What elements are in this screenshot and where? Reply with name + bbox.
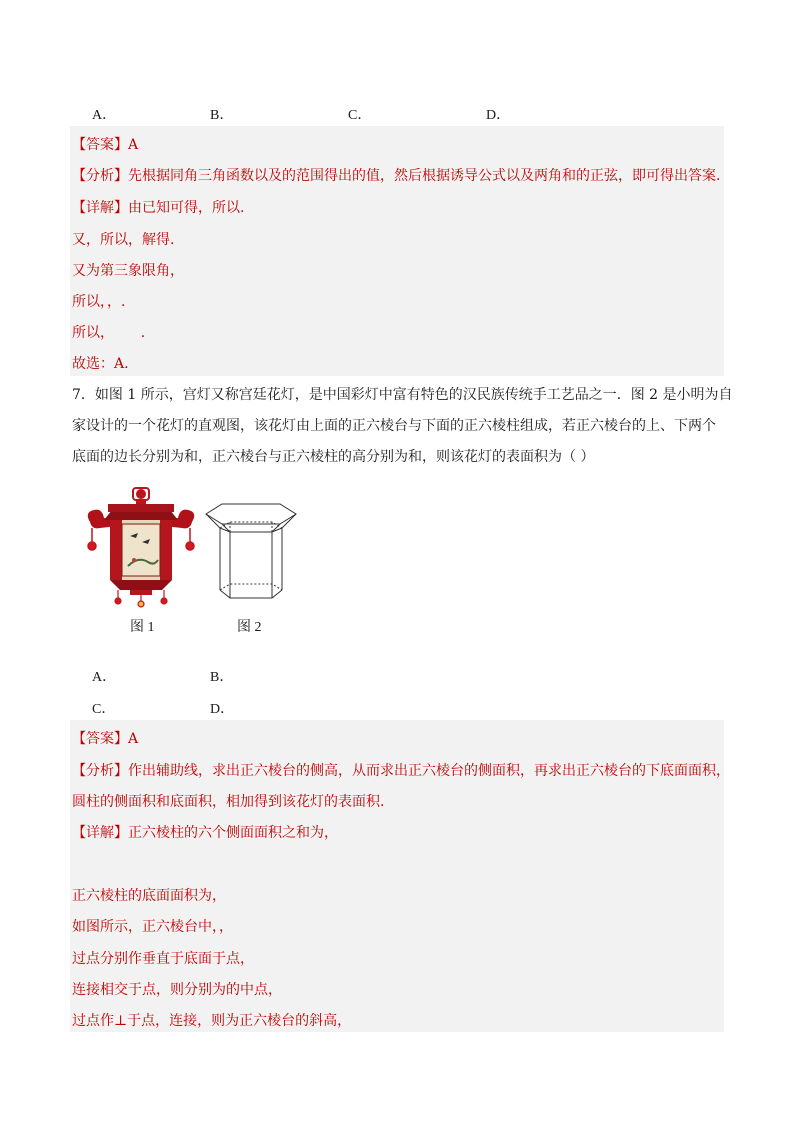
q7-detail-line-2: 正六棱柱的底面面积为， xyxy=(72,888,226,904)
figure-2-caption: 图 2 xyxy=(237,620,262,635)
palace-lantern-image xyxy=(78,484,204,608)
figure-1-caption: 图 1 xyxy=(130,620,155,635)
q7-option-a: A． xyxy=(92,670,117,685)
q6-detail-line-6: 故选：A. xyxy=(72,356,129,372)
analysis-tag: 【分析】 xyxy=(72,763,128,779)
q6-option-b: B． xyxy=(210,108,234,123)
detail-text: 由已知可得，所以. xyxy=(128,200,245,216)
q6-option-d: D． xyxy=(486,108,511,123)
q7-text-line-1: 7．如图 1 所示，宫灯又称宫廷花灯，是中国彩灯中富有特色的汉民族传统手工艺品之一．图 2 是小明为自 xyxy=(72,387,733,403)
q7-detail-line-5: 连接相交于点，则分别为的中点， xyxy=(72,982,282,998)
q7-text-line-3: 底面的边长分别为和，正六棱台与正六棱柱的高分别为和，则该花灯的表面积为（ ） xyxy=(72,449,595,465)
q6-option-a: A． xyxy=(92,108,117,123)
q6-detail-line-3: 又为第三象限角， xyxy=(72,263,184,279)
detail-tag: 【详解】 xyxy=(72,200,128,216)
hexagonal-lantern-diagram xyxy=(202,502,300,604)
answer-value: A xyxy=(128,731,139,747)
q6-answer-line xyxy=(72,134,138,154)
detail-tag: 【详解】 xyxy=(72,825,128,841)
q6-detail-line-1 xyxy=(72,197,244,217)
answer-tag: 【答案】 xyxy=(72,137,128,153)
q7-detail-line-6: 过点作⊥于点，连接，则为正六棱台的斜高， xyxy=(72,1013,352,1029)
q6-solution-panel xyxy=(70,126,724,376)
q7-answer-line xyxy=(72,728,138,748)
q7-option-d: D． xyxy=(210,702,235,717)
analysis-text: 先根据同角三角函数以及的范围得出的值，然后根据诱导公式以及两角和的正弦，即可得出答案. xyxy=(128,168,721,184)
q7-option-c: C． xyxy=(92,702,116,717)
answer-value: A xyxy=(128,137,139,153)
q7-analysis-line-2: 圆柱的侧面积和底面积，相加得到该花灯的表面积. xyxy=(72,794,385,810)
q6-analysis-line xyxy=(72,165,720,185)
q7-detail-line-4: 过点分别作垂直于底面于点， xyxy=(72,951,254,967)
q6-detail-line-5: 所以， . xyxy=(72,325,146,341)
q7-detail-line-3: 如图所示，正六棱台中，， xyxy=(72,919,233,935)
q7-detail-line-1 xyxy=(72,822,338,842)
q7-analysis-line-1 xyxy=(72,760,730,780)
q7-option-b: B． xyxy=(210,670,234,685)
analysis-text: 作出辅助线，求出正六棱台的侧高，从而求出正六棱台的侧面积，再求出正六棱台的下底面面积， xyxy=(128,763,730,779)
q6-option-c: C． xyxy=(348,108,372,123)
q6-detail-line-4: 所以，，. xyxy=(72,294,126,310)
q7-text-line-2: 家设计的一个花灯的直观图，该花灯由上面的正六棱台与下面的正六棱柱组成，若正六棱台的上、下两个 xyxy=(72,418,716,434)
analysis-tag: 【分析】 xyxy=(72,168,128,184)
answer-tag: 【答案】 xyxy=(72,731,128,747)
q6-detail-line-2: 又，所以，解得. xyxy=(72,232,175,248)
detail-text: 正六棱柱的六个侧面面积之和为， xyxy=(128,825,338,841)
